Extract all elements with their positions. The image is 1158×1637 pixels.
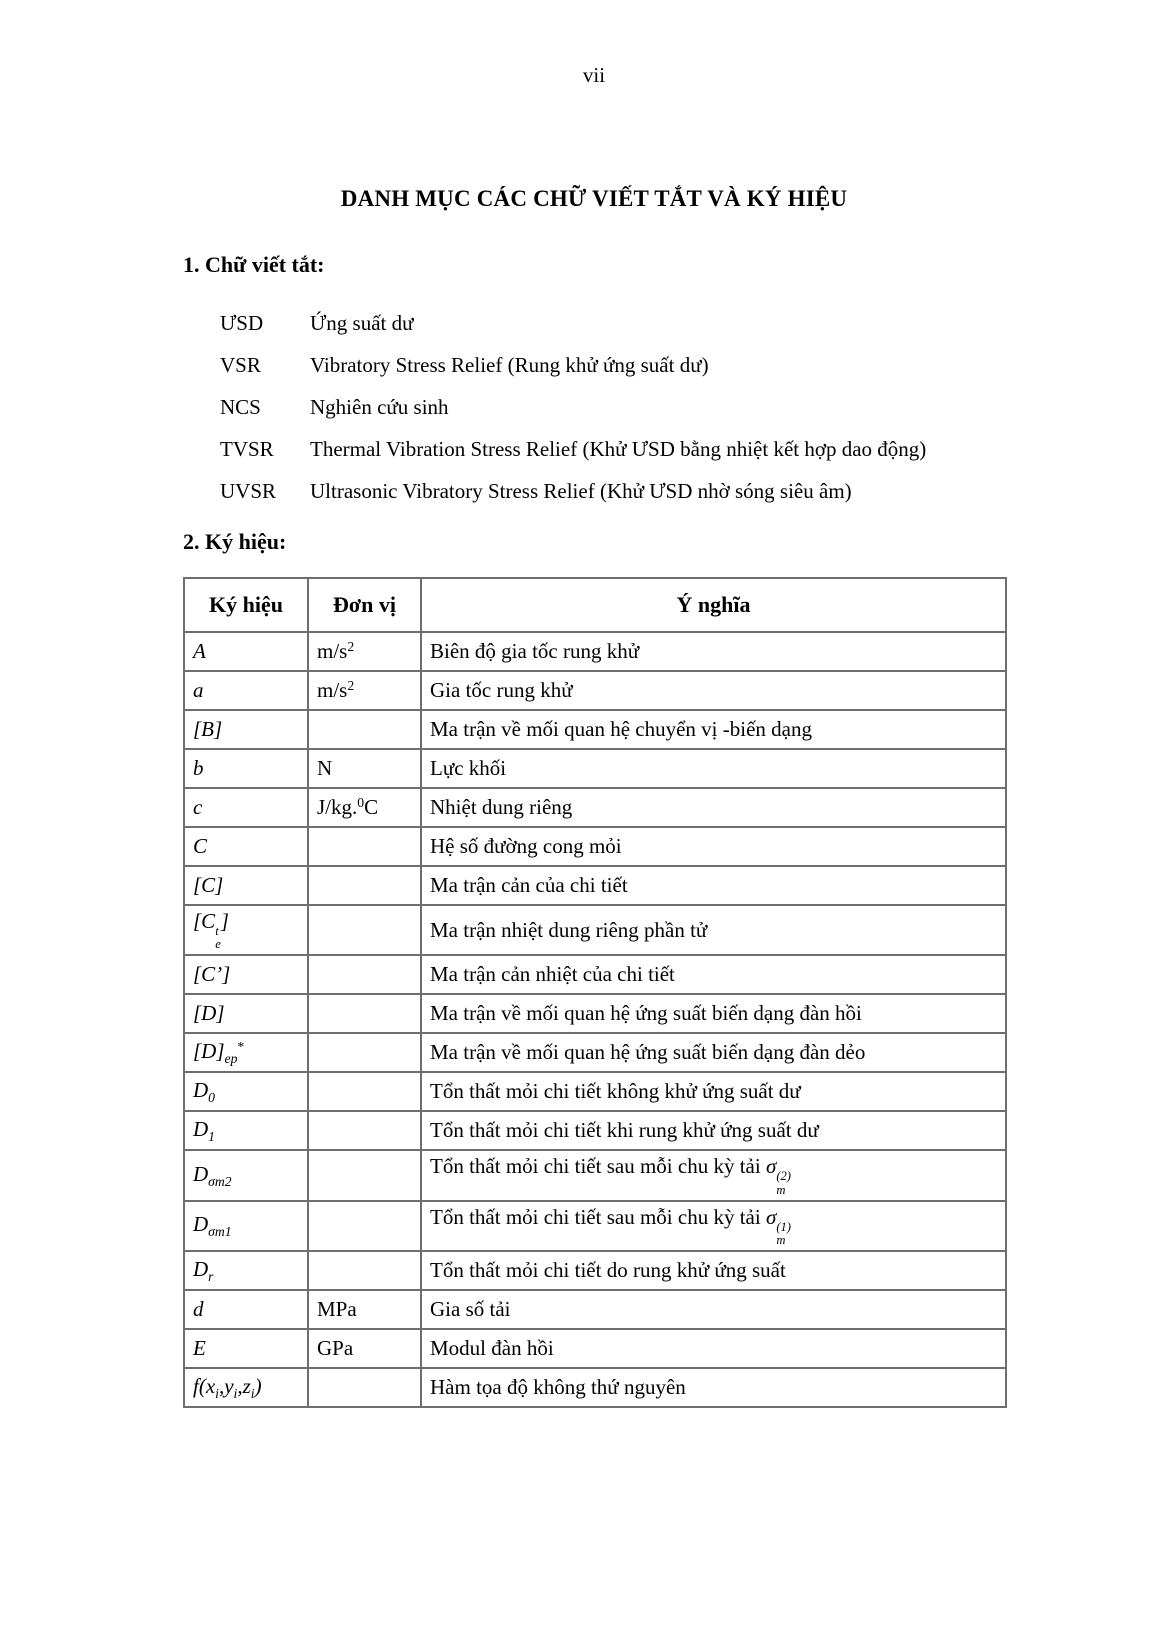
abbreviations-heading: 1. Chữ viết tắt:: [183, 252, 325, 277]
cell-unit: $m/s^2$: [308, 632, 421, 671]
cell-symbol: [D]: [184, 994, 308, 1033]
stacked-subsup: (2) m: [776, 1169, 791, 1197]
cell-meaning: Tổn thất mỏi chi tiết sau mỗi chu kỳ tải σ (2) m: [421, 1150, 1006, 1200]
abbreviation-definition: Nghiên cứu sinh: [310, 395, 449, 419]
cell-symbol: E: [184, 1329, 308, 1368]
cell-meaning: Ma trận về mối quan hệ chuyển vị -biến dạng: [421, 710, 1006, 749]
cell-unit: [308, 710, 421, 749]
table-row: [184, 1111, 1006, 1150]
abbreviation-row: [220, 472, 1005, 511]
cell-symbol: $[D]_{ep}^*$: [184, 1033, 308, 1072]
cell-symbol: C: [184, 827, 308, 866]
abbreviation-term: UVSR: [220, 479, 277, 503]
abbreviation-definition: Thermal Vibration Stress Relief (Khử ƯSD bằng nhiệt kết hợp dao động): [310, 437, 927, 461]
cell-meaning: Biên độ gia tốc rung khử: [421, 632, 1006, 671]
cell-symbol: $D_{\sigma m2}$: [184, 1150, 308, 1200]
cell-unit: N: [308, 749, 421, 788]
cell-meaning: Ma trận nhiệt dung riêng phần tử: [421, 905, 1006, 955]
cell-unit: [308, 1201, 421, 1251]
cell-meaning: Gia tốc rung khử: [421, 671, 1006, 710]
cell-meaning: Tổn thất mỏi chi tiết khi rung khử ứng suất dư: [421, 1111, 1006, 1150]
cell-unit: $m/s^2$: [308, 671, 421, 710]
abbreviation-definition: Ultrasonic Vibratory Stress Relief (Khử ƯSD nhờ sóng siêu âm): [310, 479, 852, 503]
page-number: vii: [582, 63, 606, 87]
cell-unit: [308, 1033, 421, 1072]
cell-meaning: Tổn thất mỏi chi tiết do rung khử ứng suất: [421, 1251, 1006, 1290]
table-row: [184, 827, 1006, 866]
document-title: DANH MỤC CÁC CHỮ VIẾT TẮT VÀ KÝ HIỆU: [340, 186, 848, 211]
abbreviation-row: [220, 346, 1005, 385]
table-row: [184, 749, 1006, 788]
table-row: [184, 1033, 1006, 1072]
table-header-row: [184, 578, 1006, 632]
table-row: [184, 994, 1006, 1033]
cell-unit: [308, 1251, 421, 1290]
cell-symbol: a: [184, 671, 308, 710]
cell-unit: [308, 955, 421, 994]
table-row: [184, 1329, 1006, 1368]
table-row: [184, 1251, 1006, 1290]
header-unit: Đơn vị: [308, 578, 421, 632]
symbols-heading: 2. Ký hiệu:: [183, 529, 287, 554]
header-meaning: Ý nghĩa: [421, 578, 1006, 632]
cell-meaning: Tổn thất mỏi chi tiết sau mỗi chu kỳ tải σ (1) m: [421, 1201, 1006, 1251]
cell-meaning: Gia số tải: [421, 1290, 1006, 1329]
abbreviation-row: [220, 304, 1005, 343]
table-row: [184, 1072, 1006, 1111]
cell-symbol: c: [184, 788, 308, 827]
cell-meaning: Nhiệt dung riêng: [421, 788, 1006, 827]
cell-symbol: A: [184, 632, 308, 671]
cell-meaning: Tổn thất mỏi chi tiết không khử ứng suất dư: [421, 1072, 1006, 1111]
table-row: [184, 1201, 1006, 1251]
table-row: [184, 1368, 1006, 1407]
table-row: [184, 788, 1006, 827]
cell-symbol: [C t e ]: [184, 905, 308, 955]
cell-symbol: $D_{\sigma m1}$: [184, 1201, 308, 1251]
table-row: [184, 1290, 1006, 1329]
cell-meaning: Lực khối: [421, 749, 1006, 788]
cell-symbol: d: [184, 1290, 308, 1329]
cell-unit: [308, 1072, 421, 1111]
cell-unit: GPa: [308, 1329, 421, 1368]
abbreviation-list: [220, 304, 1005, 511]
abbreviation-definition: Vibratory Stress Relief (Rung khử ứng suất dư): [310, 353, 709, 377]
cell-symbol: $D_0$: [184, 1072, 308, 1111]
stacked-subsup: (1) m: [776, 1219, 791, 1247]
cell-symbol: $f(x_i,y_i,z_i)$: [184, 1368, 308, 1407]
table-row: [184, 632, 1006, 671]
table-row: [184, 671, 1006, 710]
cell-unit: [308, 905, 421, 955]
cell-unit: [308, 827, 421, 866]
abbreviation-row: [220, 430, 1005, 469]
abbreviation-definition: Ứng suất dư: [310, 311, 414, 335]
cell-unit: [308, 1111, 421, 1150]
cell-meaning: Hệ số đường cong mỏi: [421, 827, 1006, 866]
table-row: [184, 905, 1006, 955]
cell-symbol: b: [184, 749, 308, 788]
abbreviation-term: ƯSD: [220, 311, 264, 335]
cell-meaning: Ma trận cản của chi tiết: [421, 866, 1006, 905]
cell-unit: [308, 994, 421, 1033]
cell-symbol: $D_1$: [184, 1111, 308, 1150]
table-row: [184, 710, 1006, 749]
header-symbol: Ký hiệu: [184, 578, 308, 632]
cell-symbol: $D_r$: [184, 1251, 308, 1290]
cell-unit: [308, 866, 421, 905]
abbreviation-term: VSR: [220, 353, 261, 377]
table-row: [184, 955, 1006, 994]
cell-meaning: Hàm tọa độ không thứ nguyên: [421, 1368, 1006, 1407]
cell-meaning: Modul đàn hồi: [421, 1329, 1006, 1368]
cell-unit: [308, 1150, 421, 1200]
table-row: [184, 1150, 1006, 1200]
abbreviation-row: [220, 388, 1005, 427]
symbols-table-body: [184, 632, 1006, 1407]
cell-meaning: Ma trận về mối quan hệ ứng suất biến dạng đàn hồi: [421, 994, 1006, 1033]
cell-symbol: [C’]: [184, 955, 308, 994]
cell-unit: MPa: [308, 1290, 421, 1329]
abbreviation-term: NCS: [220, 395, 261, 419]
stacked-subsup: t e: [215, 923, 221, 952]
cell-meaning: Ma trận về mối quan hệ ứng suất biến dạng đàn dẻo: [421, 1033, 1006, 1072]
cell-unit: [308, 1368, 421, 1407]
table-row: [184, 866, 1006, 905]
cell-symbol: [C]: [184, 866, 308, 905]
symbols-table: [183, 577, 1007, 1408]
abbreviation-term: TVSR: [220, 437, 274, 461]
cell-symbol: [B]: [184, 710, 308, 749]
cell-unit: J/kg.$^0$C: [308, 788, 421, 827]
cell-meaning: Ma trận cản nhiệt của chi tiết: [421, 955, 1006, 994]
